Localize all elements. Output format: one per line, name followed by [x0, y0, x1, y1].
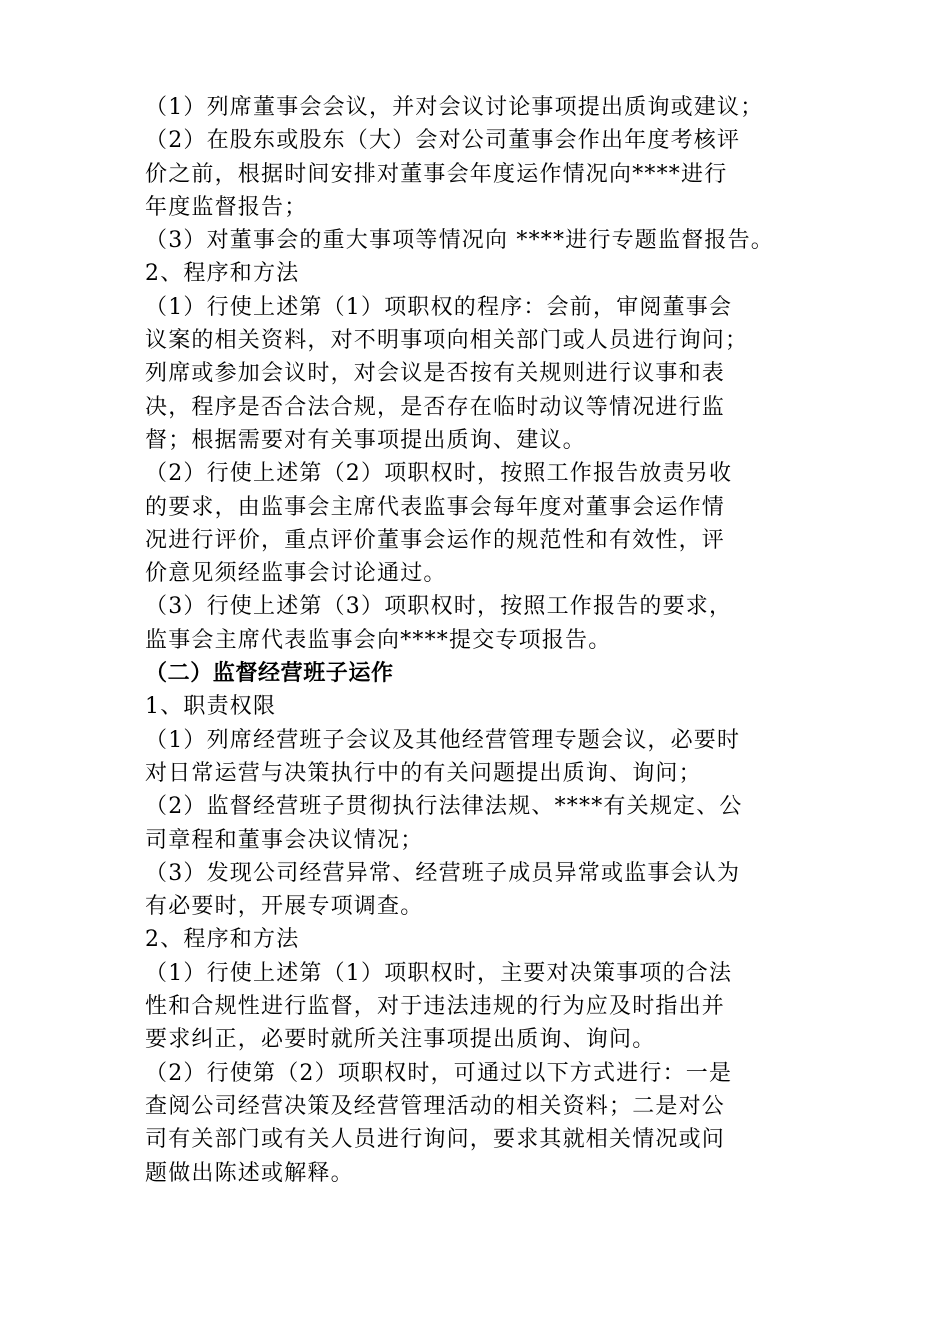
text-line: 督；根据需要对有关事项提出质询、建议。: [145, 427, 586, 453]
text-line: （3）对董事会的重大事项等情况向 ****进行专题监督报告。: [145, 228, 774, 254]
text-line: （1）列席经营班子会议及其他经营管理专题会议，必要时: [145, 727, 741, 753]
text-line: 要求纠正，必要时就所关注事项提出质询、询问。: [145, 1027, 656, 1053]
text-line: （3）行使上述第（3）项职权时，按照工作报告的要求，: [145, 594, 733, 620]
subsection-title: 2、程序和方法: [145, 927, 300, 953]
text-line: 况进行评价，重点评价董事会运作的规范性和有效性，评: [145, 527, 726, 553]
subsection-title: 2、程序和方法: [145, 261, 300, 287]
text-line: 题做出陈述或解释。: [145, 1160, 354, 1186]
text-line: 议案的相关资料，对不明事项向相关部门或人员进行询问；: [145, 328, 749, 354]
subsection-title: 1、职责权限: [145, 694, 277, 720]
text-line: 有必要时，开展专项调查。: [145, 894, 424, 920]
text-line: （1）行使上述第（1）项职权的程序：会前，审阅董事会: [145, 294, 733, 320]
text-line: 司有关部门或有关人员进行询问，要求其就相关情况或问: [145, 1127, 726, 1153]
text-line: 价意见须经监事会讨论通过。: [145, 561, 447, 587]
text-line: 决，程序是否合法合规，是否存在临时动议等情况进行监: [145, 394, 726, 420]
text-line: 查阅公司经营决策及经营管理活动的相关资料；二是对公: [145, 1093, 726, 1119]
section-heading: （二）监督经营班子运作: [145, 661, 394, 687]
text-line: （1）行使上述第（1）项职权时，主要对决策事项的合法: [145, 960, 733, 986]
text-line: （3）发现公司经营异常、经营班子成员异常或监事会认为: [145, 860, 741, 886]
text-line: （2）行使第（2）项职权时，可通过以下方式进行：一是: [145, 1060, 733, 1086]
text-line: 司章程和董事会决议情况；: [145, 827, 424, 853]
document-body: [145, 91, 825, 1190]
text-line: 列席或参加会议时，对会议是否按有关规则进行议事和表: [145, 361, 726, 387]
text-line: 年度监督报告；: [145, 194, 308, 220]
text-line: （2）行使上述第（2）项职权时，按照工作报告放责另收: [145, 461, 733, 487]
text-line: 性和合规性进行监督，对于违法违规的行为应及时指出并: [145, 994, 726, 1020]
text-line: 的要求，由监事会主席代表监事会每年度对董事会运作情: [145, 494, 726, 520]
text-line: （2）监督经营班子贯彻执行法律法规、****有关规定、公: [145, 794, 743, 820]
text-line: 对日常运营与决策执行中的有关问题提出质询、询问；: [145, 760, 702, 786]
text-line: （2）在股东或股东（大）会对公司董事会作出年度考核评: [145, 128, 741, 154]
text-line: （1）列席董事会会议，并对会议讨论事项提出质询或建议；: [145, 95, 764, 120]
text-line: 监事会主席代表监事会向****提交专项报告。: [145, 627, 612, 653]
text-line: 价之前，根据时间安排对董事会年度运作情况向****进行: [145, 161, 728, 187]
